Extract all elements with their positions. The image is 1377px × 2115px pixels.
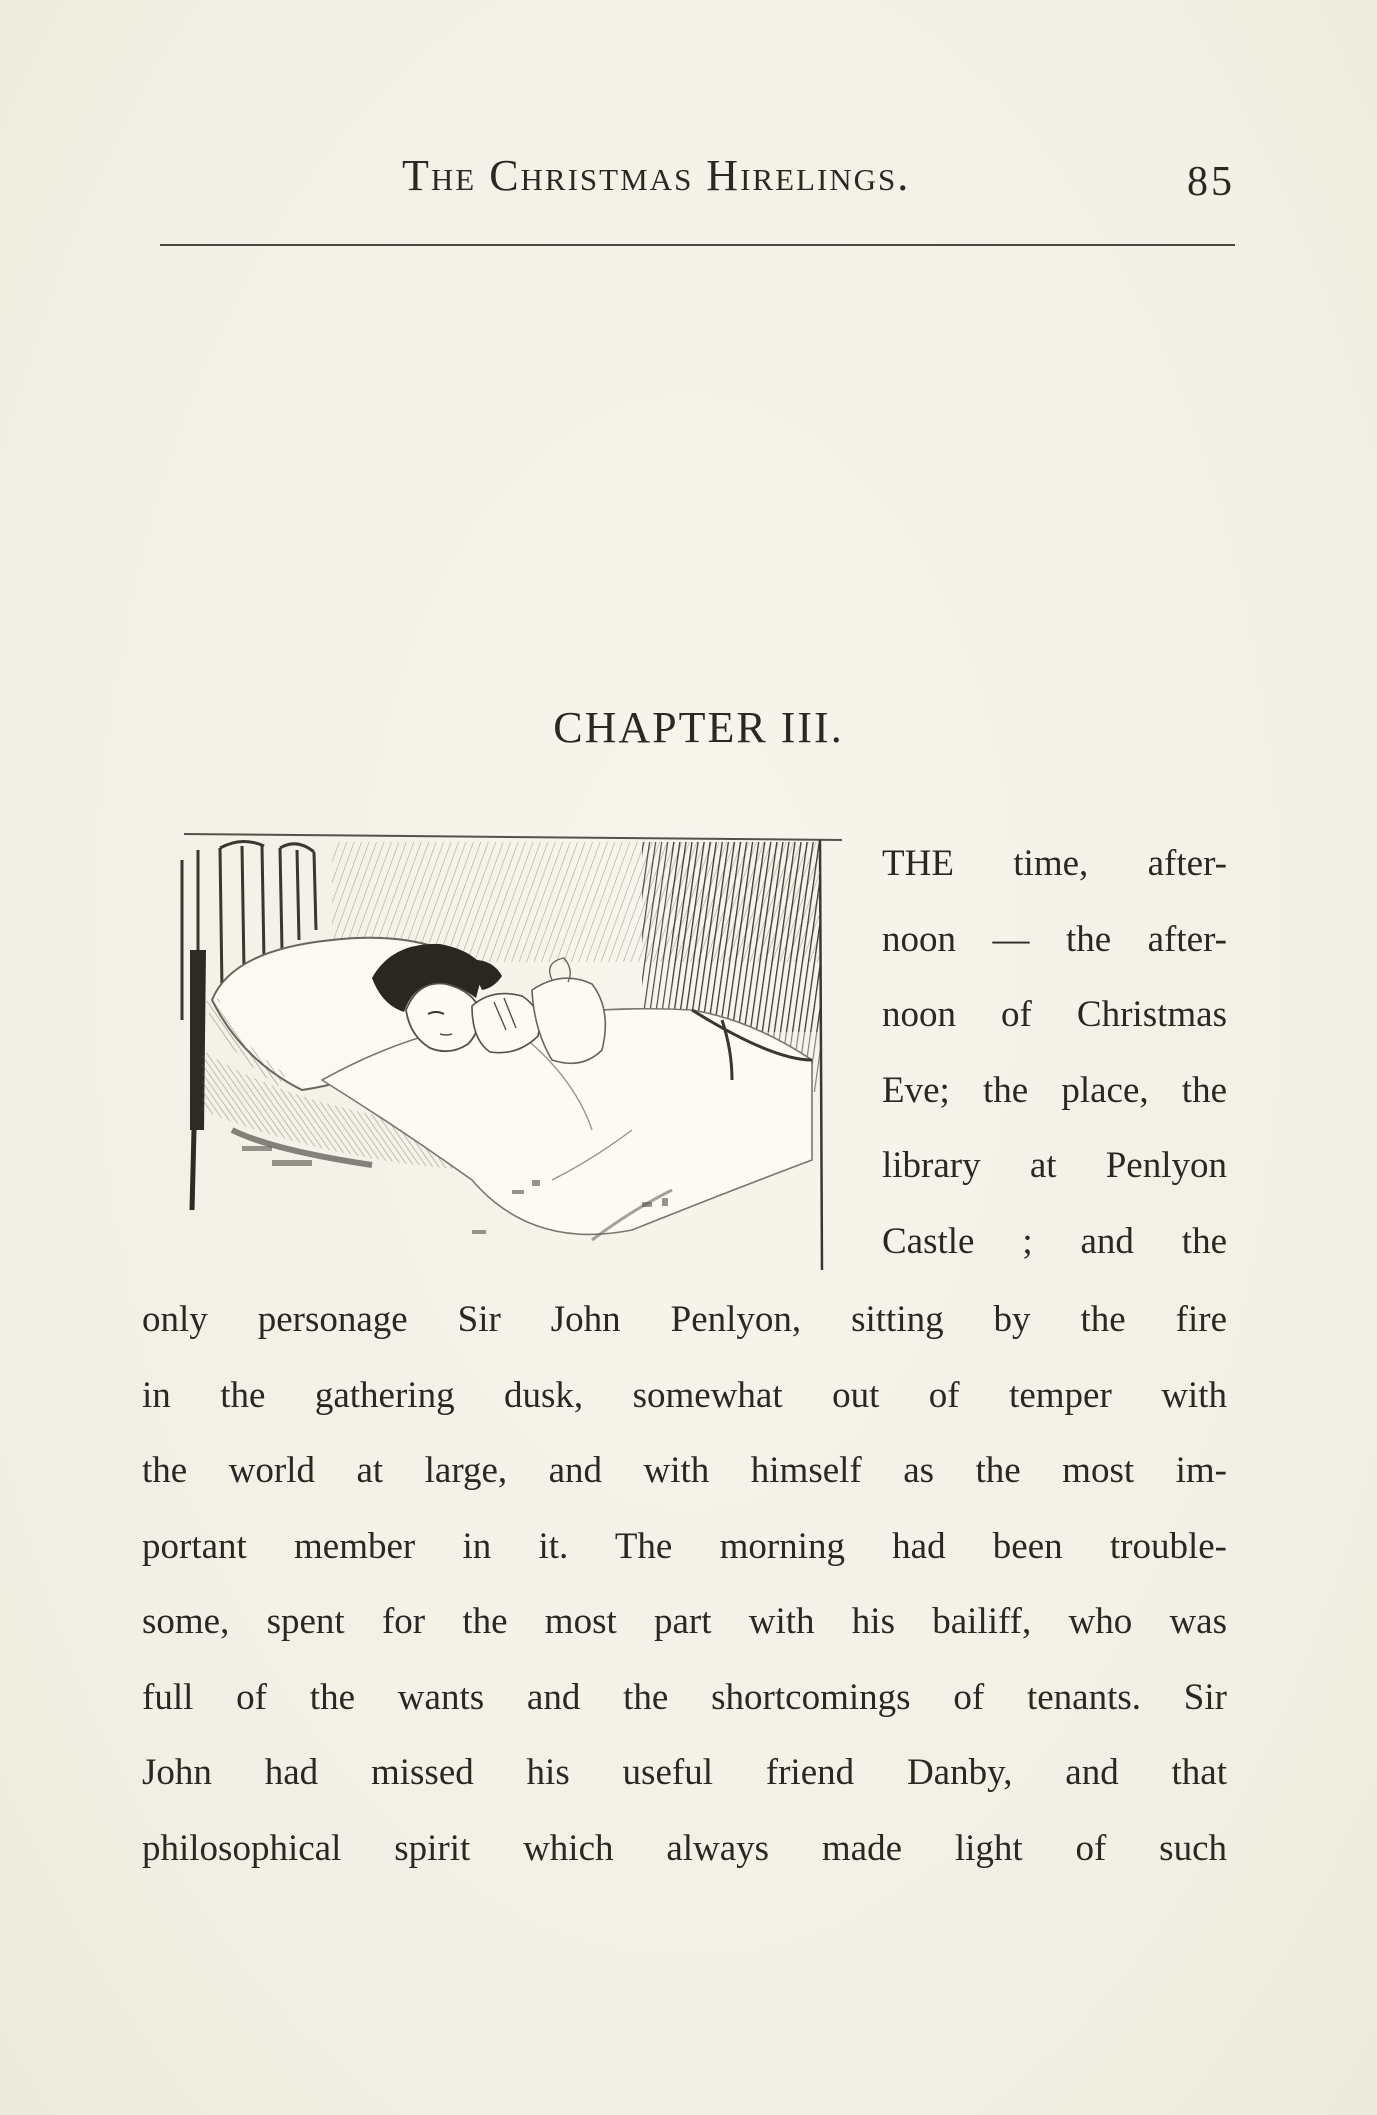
text-line: philosophical spirit which always made light of such — [142, 1827, 1227, 1869]
text-line: some, spent for the most part with his bailiff, who was — [142, 1601, 1227, 1642]
text-line: noon — the after- — [882, 918, 1227, 960]
text-line: only personage Sir John Penlyon, sitting by the fire — [142, 1299, 1227, 1340]
sleeping-child-in-bed-illustration — [172, 830, 842, 1280]
text-line: noon of Christmas — [882, 994, 1227, 1035]
body-text — [142, 1282, 1227, 1886]
wrapped-text-column — [882, 826, 1227, 1279]
text-line: portant member in it. The morning had been trouble- — [142, 1525, 1227, 1567]
text-line: John had missed his useful friend Danby, and that — [142, 1752, 1227, 1793]
page-number: 85 — [1187, 159, 1235, 205]
text-line: THE time, after- — [882, 843, 1227, 884]
text-line: library at Penlyon — [882, 1145, 1227, 1186]
text-line: Castle ; and the — [882, 1220, 1227, 1262]
text-line: the world at large, and with himself as the most im- — [142, 1450, 1227, 1491]
text-line: full of the wants and the shortcomings of tenants. Sir — [142, 1676, 1227, 1718]
text-line: Eve; the place, the — [882, 1069, 1227, 1111]
chapter-heading: CHAPTER III. — [553, 703, 844, 752]
text-line: in the gathering dusk, somewhat out of temper with — [142, 1374, 1227, 1416]
running-title: The Christmas Hirelings. — [402, 151, 911, 200]
header-rule — [160, 244, 1235, 246]
running-head — [160, 150, 1235, 210]
